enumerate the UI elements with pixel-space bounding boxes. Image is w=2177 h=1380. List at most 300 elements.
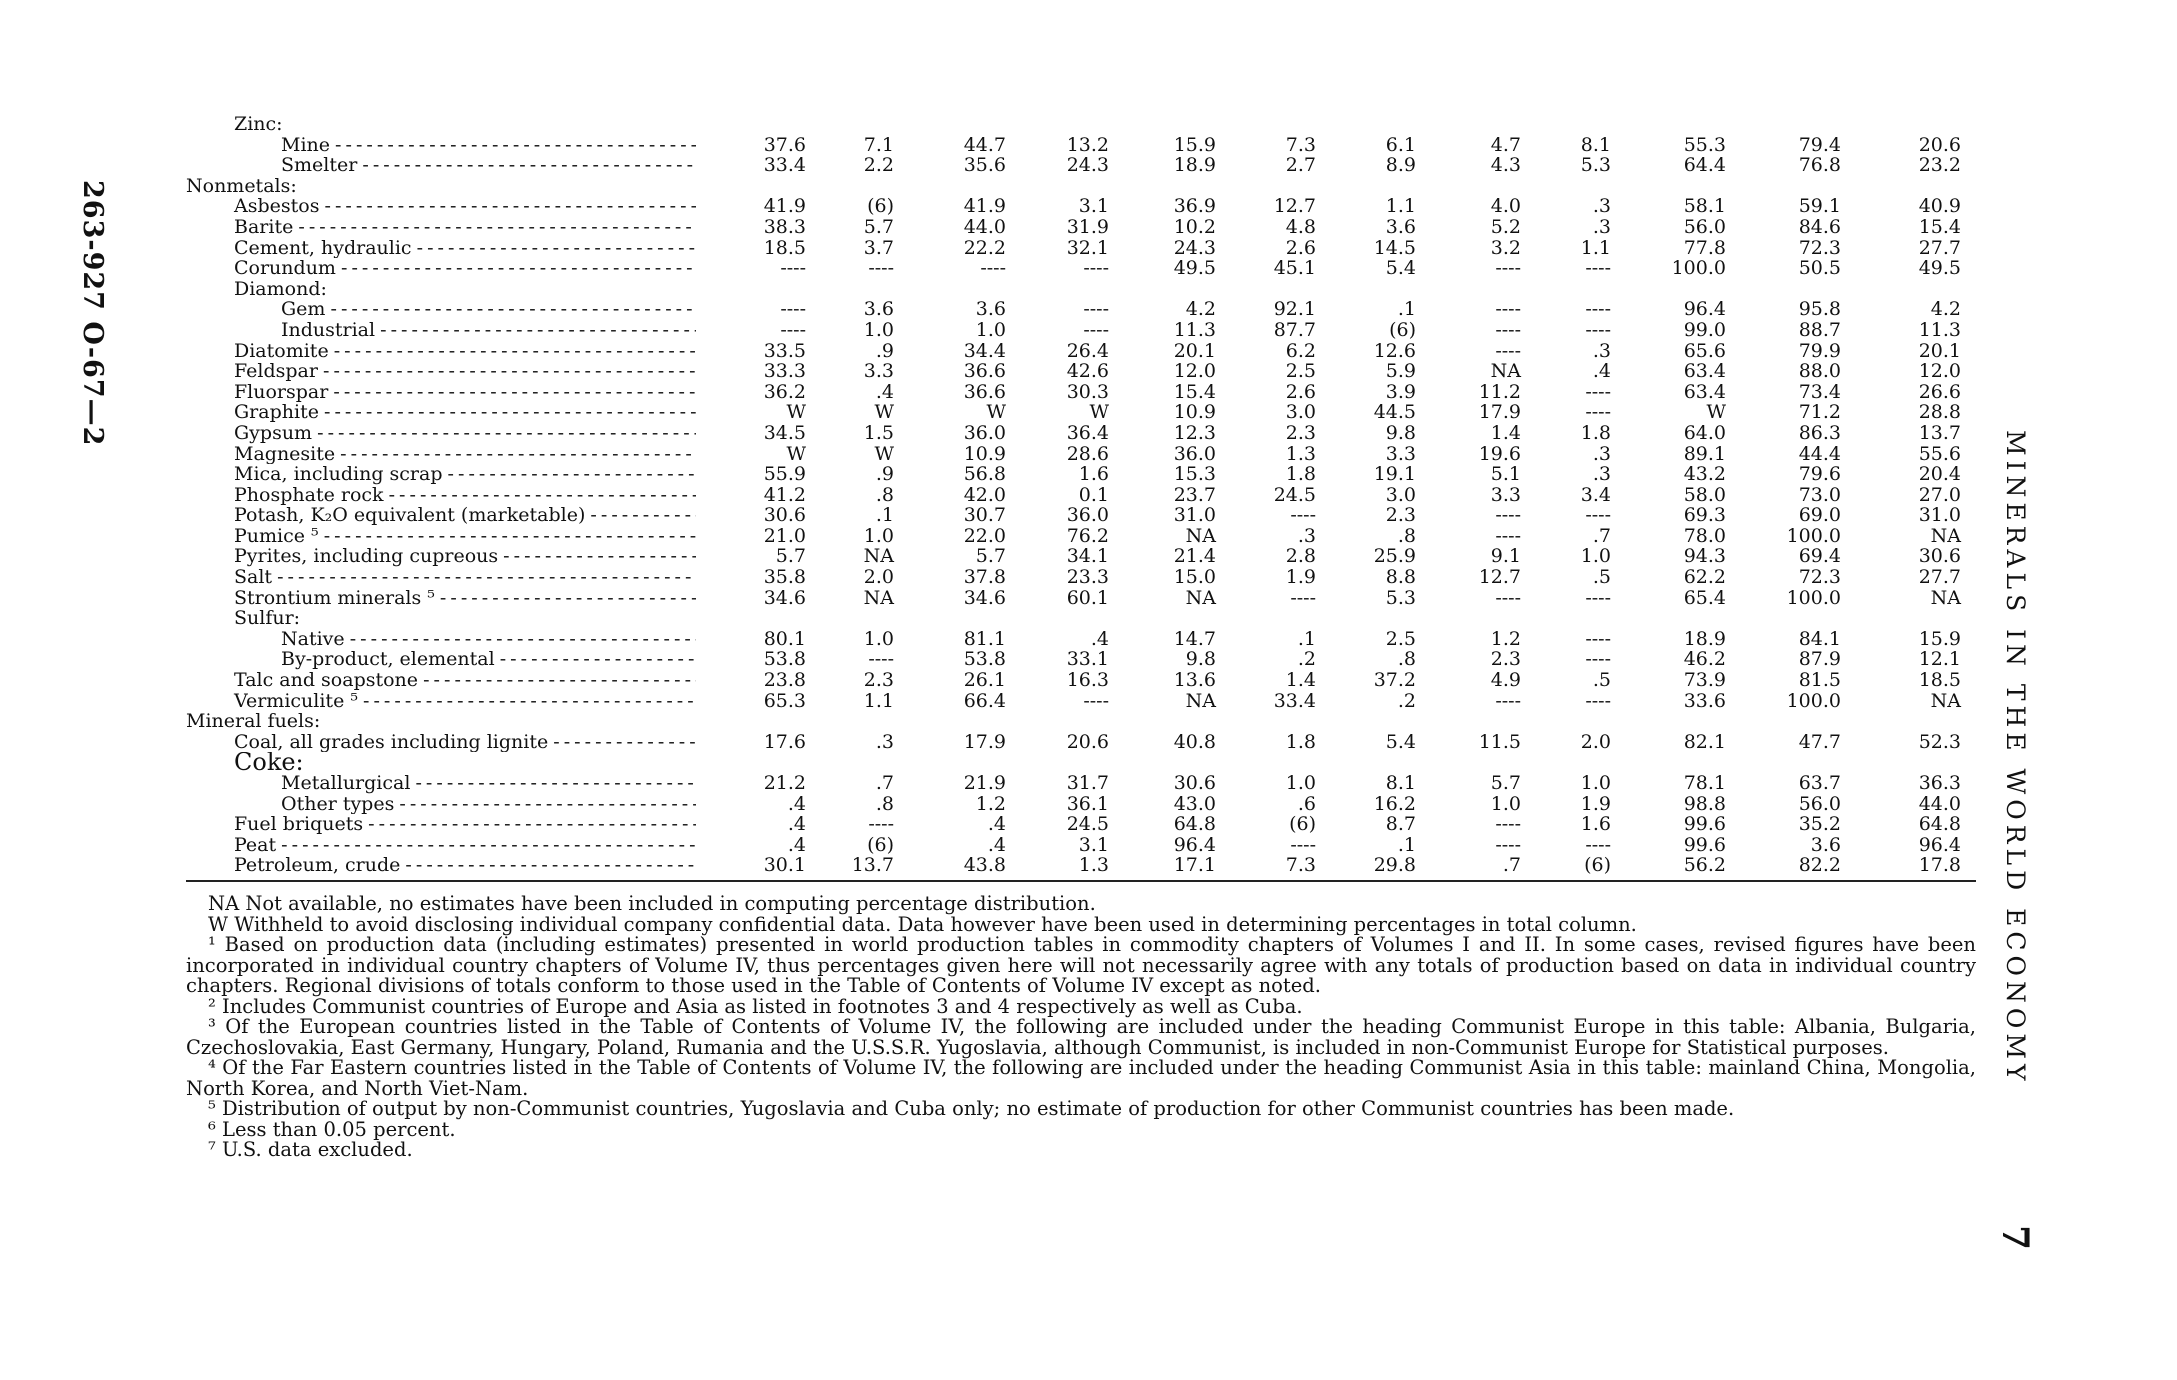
value-cell: ---- [1495, 689, 1521, 712]
section-heading: Zinc: [234, 114, 283, 135]
value-cell: 22.2 [963, 236, 1006, 259]
value-cell: .3 [1592, 339, 1611, 362]
value-cell: 37.6 [763, 133, 806, 156]
value-cell: 36.0 [963, 421, 1006, 444]
value-cell: 36.6 [963, 380, 1006, 403]
value-cell: 34.4 [963, 339, 1006, 362]
value-cell: 15.9 [1173, 133, 1216, 156]
value-cell: 96.4 [1683, 298, 1726, 321]
commodity-label: Strontium minerals ⁵ - - - [186, 588, 696, 609]
value-cell: 33.1 [1066, 648, 1109, 671]
value-cell: 92.1 [1273, 298, 1316, 321]
value-cell: 36.0 [1066, 504, 1109, 527]
value-cell: .7 [1592, 524, 1611, 547]
section-heading: Sulfur: [234, 608, 301, 629]
value-cell: 5.9 [1385, 360, 1416, 383]
footnote: ⁷ U.S. data excluded. [208, 1138, 413, 1161]
value-cell: 2.3 [1490, 648, 1521, 671]
value-cell: 77.8 [1683, 236, 1726, 259]
value-cell: 56.0 [1798, 792, 1841, 815]
commodity-label: Diatomite - - - [186, 341, 696, 362]
table-row [186, 135, 1976, 156]
value-cell: 65.6 [1683, 339, 1726, 362]
value-cell: .3 [1592, 463, 1611, 486]
value-cell: 19.1 [1373, 463, 1416, 486]
value-cell: 58.0 [1683, 483, 1726, 506]
value-cell: 33.5 [763, 339, 806, 362]
value-cell: ---- [1585, 380, 1611, 403]
value-cell: 18.9 [1683, 627, 1726, 650]
table-row [186, 732, 1976, 753]
value-cell: .8 [875, 792, 894, 815]
value-cell: 100.0 [1786, 586, 1841, 609]
value-cell: 1.1 [1580, 236, 1611, 259]
value-cell: ---- [1083, 298, 1109, 321]
value-cell: .3 [1592, 442, 1611, 465]
table-row [186, 196, 1976, 217]
value-cell: 30.1 [763, 854, 806, 877]
value-cell: 36.2 [763, 380, 806, 403]
value-cell: 3.3 [1385, 442, 1416, 465]
value-cell: 30.6 [1918, 545, 1961, 568]
value-cell: 73.4 [1798, 380, 1841, 403]
value-cell: NA [1185, 689, 1216, 712]
value-cell: 56.2 [1683, 854, 1726, 877]
value-cell: ---- [1585, 586, 1611, 609]
value-cell: 13.7 [1918, 421, 1961, 444]
value-cell: 7.3 [1285, 854, 1316, 877]
value-cell: 19.6 [1478, 442, 1521, 465]
value-cell: NA [863, 586, 894, 609]
table-row [186, 361, 1976, 382]
value-cell: ---- [1495, 339, 1521, 362]
value-cell: 2.8 [1285, 545, 1316, 568]
value-cell: 41.9 [963, 195, 1006, 218]
value-cell: 63.4 [1683, 380, 1726, 403]
value-cell: 11.3 [1173, 318, 1216, 341]
value-cell: 1.8 [1285, 730, 1316, 753]
value-cell: 64.0 [1683, 421, 1726, 444]
section-heading: Diamond: [234, 278, 327, 300]
value-cell: 41.2 [763, 483, 806, 506]
section-heading: Mineral fuels: [186, 711, 321, 732]
value-cell: .4 [787, 833, 806, 856]
value-cell: 3.6 [1810, 833, 1841, 856]
value-cell: 35.2 [1798, 813, 1841, 836]
footnote: W Withheld to avoid disclosing individual company confidential data. Data however have been used in determining percentages in total column. [208, 912, 1637, 936]
value-cell: .5 [1592, 669, 1611, 692]
value-cell: 15.4 [1173, 380, 1216, 403]
value-cell: 49.5 [1918, 257, 1961, 280]
table-row [186, 217, 1976, 238]
value-cell: 3.3 [1490, 483, 1521, 506]
value-cell: ---- [1585, 257, 1611, 280]
commodity-label: Vermiculite ⁵ - - - [186, 691, 696, 712]
value-cell: 1.0 [1580, 545, 1611, 568]
value-cell: .3 [1592, 195, 1611, 218]
value-cell: 20.4 [1918, 463, 1961, 486]
commodity-label: Potash, K₂O equivalent (marketable) - - - [186, 505, 696, 526]
value-cell: 35.6 [963, 154, 1006, 177]
value-cell: 52.3 [1918, 730, 1961, 753]
commodity-label: Metallurgical - - - [186, 773, 696, 794]
value-cell: 20.6 [1918, 133, 1961, 156]
value-cell: 31.9 [1066, 215, 1109, 238]
running-title: MINERALS IN THE WORLD ECONOMY [2001, 430, 2030, 1086]
commodity-label: Fluorspar - - - [186, 382, 696, 403]
value-cell: 21.0 [763, 524, 806, 547]
value-cell: 3.1 [1078, 833, 1109, 856]
value-cell: 60.1 [1066, 586, 1109, 609]
percentage-table [186, 114, 1976, 876]
value-cell: 1.8 [1285, 463, 1316, 486]
footnote: ⁴ Of the Far Eastern countries listed in the Table of Contents of Volume IV, the following are included under the heading Communist Asia in this table: mainland China, Mongolia, North Korea, and North Viet-Nam. [186, 1056, 1976, 1100]
table-section-row [186, 279, 1976, 300]
value-cell: 4.2 [1930, 298, 1961, 321]
value-cell: 55.3 [1683, 133, 1726, 156]
value-cell: 53.8 [963, 648, 1006, 671]
value-cell: 98.8 [1683, 792, 1726, 815]
value-cell: 73.9 [1683, 669, 1726, 692]
value-cell: 1.2 [975, 792, 1006, 815]
value-cell: 15.0 [1173, 566, 1216, 589]
value-cell: 6.2 [1285, 339, 1316, 362]
commodity-label: Corundum - - - [186, 258, 696, 279]
value-cell: 3.1 [1078, 195, 1109, 218]
commodity-label: Coal, all grades including lignite - - - [186, 732, 696, 753]
value-cell: 1.4 [1285, 669, 1316, 692]
value-cell: .7 [875, 772, 894, 794]
value-cell: 36.4 [1066, 421, 1109, 444]
value-cell: 76.8 [1798, 154, 1841, 177]
commodity-label: Barite - - - [186, 217, 696, 238]
table-bottom-rule [186, 880, 1976, 882]
value-cell: 8.1 [1385, 772, 1416, 794]
value-cell: 34.5 [763, 421, 806, 444]
value-cell: 32.1 [1066, 236, 1109, 259]
section-heading: Nonmetals: [186, 175, 297, 197]
table-row [186, 835, 1976, 856]
table-row [186, 382, 1976, 403]
value-cell: 40.9 [1918, 195, 1961, 218]
value-cell: 95.8 [1798, 298, 1841, 321]
value-cell: 2.0 [1580, 730, 1611, 753]
page-number: 7 [1994, 1225, 2036, 1251]
value-cell: 6.1 [1385, 133, 1416, 156]
value-cell: 2.3 [863, 669, 894, 692]
table-row [186, 320, 1976, 341]
value-cell: 79.6 [1798, 463, 1841, 486]
value-cell: 55.9 [763, 463, 806, 486]
value-cell: 30.6 [763, 504, 806, 527]
value-cell: 2.5 [1285, 360, 1316, 383]
value-cell: 15.9 [1918, 627, 1961, 650]
value-cell: 35.8 [763, 566, 806, 589]
value-cell: 1.0 [1490, 792, 1521, 815]
value-cell: 2.5 [1385, 627, 1416, 650]
value-cell: 11.5 [1478, 730, 1521, 753]
value-cell: 100.0 [1786, 524, 1841, 547]
table-row [186, 814, 1976, 835]
value-cell: .2 [1297, 648, 1316, 671]
value-cell: ---- [1290, 586, 1316, 609]
table-row [186, 299, 1976, 320]
commodity-label: By-product, elemental - - - [186, 649, 696, 670]
value-cell: 44.0 [963, 215, 1006, 238]
value-cell: 34.6 [963, 586, 1006, 609]
value-cell: ---- [1495, 318, 1521, 341]
table-row [186, 505, 1976, 526]
value-cell: 12.3 [1173, 421, 1216, 444]
value-cell: ---- [1290, 504, 1316, 527]
value-cell: 69.3 [1683, 504, 1726, 527]
value-cell: .9 [875, 463, 894, 486]
value-cell: 50.5 [1798, 257, 1841, 280]
value-cell: 2.6 [1285, 236, 1316, 259]
value-cell: 17.9 [963, 730, 1006, 753]
value-cell: 65.4 [1683, 586, 1726, 609]
value-cell: 10.2 [1173, 215, 1216, 238]
commodity-label: Feldspar - - - [186, 361, 696, 382]
table-row [186, 691, 1976, 712]
value-cell: 45.1 [1273, 257, 1316, 280]
value-cell: 10.9 [963, 442, 1006, 465]
value-cell: 63.4 [1683, 360, 1726, 383]
value-cell: ---- [868, 648, 894, 671]
value-cell: 17.1 [1173, 854, 1216, 877]
value-cell: 1.8 [1580, 421, 1611, 444]
value-cell: 99.0 [1683, 318, 1726, 341]
value-cell: 73.0 [1798, 483, 1841, 506]
value-cell: ---- [1495, 586, 1521, 609]
value-cell: 3.6 [863, 298, 894, 321]
value-cell: 71.2 [1798, 401, 1841, 424]
value-cell: 43.8 [963, 854, 1006, 877]
value-cell: 82.2 [1798, 854, 1841, 877]
value-cell: 27.7 [1918, 566, 1961, 589]
value-cell: 1.6 [1078, 463, 1109, 486]
value-cell: NA [1930, 524, 1961, 547]
table-row [186, 258, 1976, 279]
value-cell: .4 [1090, 627, 1109, 650]
footnote: ¹ Based on production data (including estimates) presented in world production tables in commodity chapters of Volumes I and II. In some cases, revised figures have been incorporated in individual country chapters of Volume IV, thus percentages given here will not necessarily agree with any totals of production based on data in individual country chapters. Regional divisions of totals conform to those used in the Table of Contents of Volume IV except as noted. [186, 933, 1976, 997]
value-cell: 96.4 [1173, 833, 1216, 856]
value-cell: 8.1 [1580, 133, 1611, 156]
value-cell: 43.0 [1173, 792, 1216, 815]
value-cell: 88.7 [1798, 318, 1841, 341]
value-cell: 15.4 [1918, 215, 1961, 238]
value-cell: 5.7 [863, 215, 894, 238]
value-cell: 100.0 [1786, 689, 1841, 712]
value-cell: NA [1185, 586, 1216, 609]
value-cell: 100.0 [1671, 257, 1726, 280]
value-cell: 13.7 [851, 854, 894, 877]
value-cell: .1 [875, 504, 894, 527]
commodity-label: Mine - - - [186, 135, 696, 156]
commodity-label: Talc and soapstone - - - [186, 670, 696, 691]
value-cell: 38.3 [763, 215, 806, 238]
value-cell: 17.9 [1478, 401, 1521, 424]
footnote: ⁶ Less than 0.05 percent. [208, 1117, 456, 1141]
value-cell: 17.6 [763, 730, 806, 753]
value-cell: 2.2 [863, 154, 894, 177]
table-row [186, 341, 1976, 362]
value-cell: ---- [1585, 689, 1611, 712]
value-cell: ---- [1083, 318, 1109, 341]
value-cell: 1.1 [1385, 195, 1416, 218]
value-cell: 64.8 [1918, 813, 1961, 836]
commodity-label: Smelter - - - [186, 155, 696, 176]
value-cell: 1.6 [1580, 813, 1611, 836]
value-cell: W [786, 442, 806, 465]
value-cell: 23.2 [1918, 154, 1961, 177]
value-cell: (6) [1584, 854, 1611, 877]
commodity-label: Phosphate rock - - - [186, 485, 696, 506]
value-cell: 30.6 [1173, 772, 1216, 794]
value-cell: 42.6 [1066, 360, 1109, 383]
value-cell: 23.3 [1066, 566, 1109, 589]
value-cell: .5 [1592, 566, 1611, 589]
value-cell: .1 [1397, 833, 1416, 856]
value-cell: 2.0 [863, 566, 894, 589]
value-cell: 3.7 [863, 236, 894, 259]
footnote: ³ Of the European countries listed in the Table of Contents of Volume IV, the following are included under the heading Communist Europe in this table: Albania, Bulgaria, Czechoslovakia, East Germany, Hungary, Poland, Rumania and the U.S.S.R. Yugoslavia, although Communist, is included in non-Communist Europe for Statistical purposes. [186, 1015, 1976, 1059]
value-cell: 3.3 [863, 360, 894, 383]
value-cell: 99.6 [1683, 813, 1726, 836]
value-cell: .4 [875, 380, 894, 403]
value-cell: ---- [1495, 524, 1521, 547]
value-cell: 43.2 [1683, 463, 1726, 486]
value-cell: ---- [780, 298, 806, 321]
value-cell: ---- [1495, 298, 1521, 321]
value-cell: 1.0 [1580, 772, 1611, 794]
commodity-label: Petroleum, crude - - - [186, 855, 696, 876]
value-cell: 4.0 [1490, 195, 1521, 218]
value-cell: 5.7 [975, 545, 1006, 568]
value-cell: 20.1 [1918, 339, 1961, 362]
value-cell: 81.5 [1798, 669, 1841, 692]
value-cell: W [874, 442, 894, 465]
value-cell: 3.0 [1385, 483, 1416, 506]
value-cell: 23.8 [763, 669, 806, 692]
value-cell: 16.2 [1373, 792, 1416, 815]
value-cell: 87.9 [1798, 648, 1841, 671]
value-cell: ---- [1585, 627, 1611, 650]
value-cell: 9.8 [1185, 648, 1216, 671]
value-cell: W [1706, 401, 1726, 424]
value-cell: 12.7 [1478, 566, 1521, 589]
value-cell: 36.0 [1173, 442, 1216, 465]
value-cell: ---- [1495, 504, 1521, 527]
value-cell: 44.7 [963, 133, 1006, 156]
commodity-label: Pyrites, including cupreous - - - [186, 546, 696, 567]
value-cell: 84.6 [1798, 215, 1841, 238]
value-cell: 64.4 [1683, 154, 1726, 177]
value-cell: 24.3 [1066, 154, 1109, 177]
value-cell: 9.1 [1490, 545, 1521, 568]
value-cell: 3.6 [975, 298, 1006, 321]
value-cell: 4.8 [1285, 215, 1316, 238]
value-cell: 36.9 [1173, 195, 1216, 218]
value-cell: 1.0 [1285, 772, 1316, 794]
value-cell: 1.3 [1285, 442, 1316, 465]
table-section-row [186, 114, 1976, 135]
value-cell: 89.1 [1683, 442, 1726, 465]
value-cell: 79.9 [1798, 339, 1841, 362]
value-cell: W [1089, 401, 1109, 424]
value-cell: 30.3 [1066, 380, 1109, 403]
value-cell: ---- [1083, 689, 1109, 712]
value-cell: 56.8 [963, 463, 1006, 486]
table-row [186, 629, 1976, 650]
table-row [186, 649, 1976, 670]
table-section-row [186, 608, 1976, 629]
value-cell: 66.4 [963, 689, 1006, 712]
value-cell: 4.7 [1490, 133, 1521, 156]
value-cell: 24.3 [1173, 236, 1216, 259]
value-cell: ---- [1585, 318, 1611, 341]
commodity-label: Other types - - - [186, 794, 696, 815]
value-cell: 18.5 [763, 236, 806, 259]
value-cell: 2.7 [1285, 154, 1316, 177]
value-cell: 26.6 [1918, 380, 1961, 403]
value-cell: 72.3 [1798, 236, 1841, 259]
value-cell: 12.6 [1373, 339, 1416, 362]
value-cell: 41.9 [763, 195, 806, 218]
value-cell: 76.2 [1066, 524, 1109, 547]
commodity-label: Native - - - [186, 629, 696, 650]
value-cell: W [786, 401, 806, 424]
value-cell: 23.7 [1173, 483, 1216, 506]
value-cell: 7.1 [863, 133, 894, 156]
value-cell: NA [1185, 524, 1216, 547]
value-cell: 4.2 [1185, 298, 1216, 321]
value-cell: 1.5 [863, 421, 894, 444]
value-cell: 24.5 [1066, 813, 1109, 836]
commodity-label: Fuel briquets - - - [186, 814, 696, 835]
value-cell: 2.6 [1285, 380, 1316, 403]
value-cell: 96.4 [1918, 833, 1961, 856]
value-cell: .8 [875, 483, 894, 506]
footnote: ² Includes Communist countries of Europe and Asia as listed in footnotes 3 and 4 respectively as well as Cuba. [208, 994, 1303, 1018]
value-cell: 12.1 [1918, 648, 1961, 671]
value-cell: (6) [867, 195, 894, 218]
value-cell: 1.2 [1490, 627, 1521, 650]
value-cell: 36.1 [1066, 792, 1109, 815]
value-cell: 53.8 [763, 648, 806, 671]
value-cell: W [986, 401, 1006, 424]
value-cell: .3 [1297, 524, 1316, 547]
value-cell: 27.0 [1918, 483, 1961, 506]
value-cell: 14.5 [1373, 236, 1416, 259]
table-section-row [186, 176, 1976, 197]
commodity-label: Pumice ⁵ - - - [186, 526, 696, 547]
value-cell: ---- [1585, 504, 1611, 527]
value-cell: 33.3 [763, 360, 806, 383]
value-cell: 59.1 [1798, 195, 1841, 218]
value-cell: 40.8 [1173, 730, 1216, 753]
value-cell: 1.0 [863, 627, 894, 650]
value-cell: 55.6 [1918, 442, 1961, 465]
value-cell: 0.1 [1078, 483, 1109, 506]
value-cell: .7 [1502, 854, 1521, 877]
value-cell: ---- [1495, 257, 1521, 280]
table-row [186, 567, 1976, 588]
value-cell: 37.8 [963, 566, 1006, 589]
value-cell: (6) [1289, 813, 1316, 836]
value-cell: 1.9 [1285, 566, 1316, 589]
value-cell: 13.2 [1066, 133, 1109, 156]
